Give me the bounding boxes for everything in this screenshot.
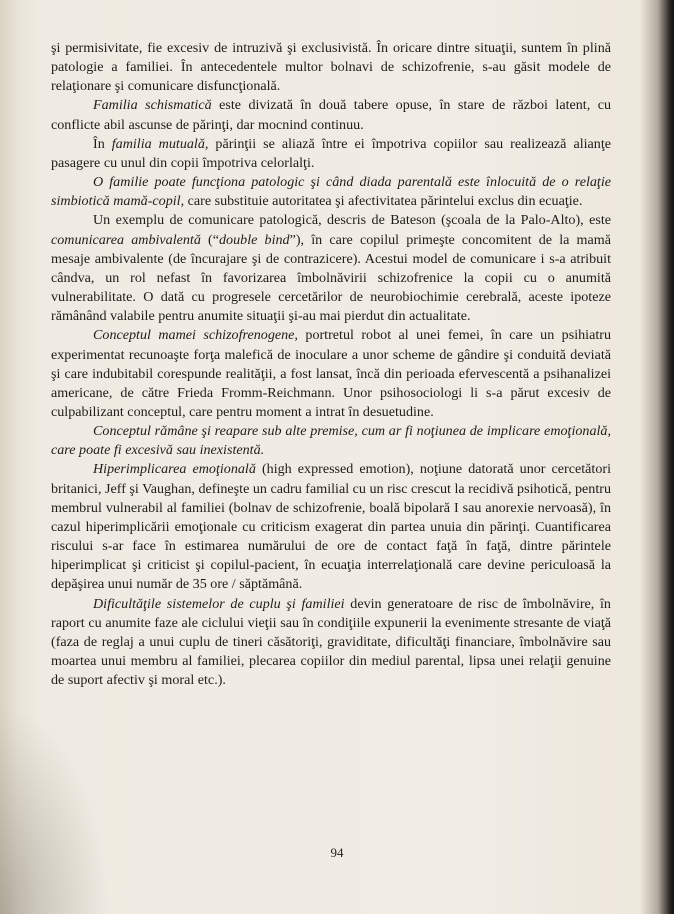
italic-statement: O familie poate funcţiona patologic şi când diada parentală este înlocuită de o relaţie simbiotică mamă-copil, bbox=[51, 174, 611, 210]
body-text bbox=[51, 39, 611, 690]
term-hiperimplicarea-emotionala: Hiperimplicarea emoţională bbox=[93, 461, 256, 478]
page-number: 94 bbox=[330, 845, 344, 860]
paragraph-8: Hiperimplicarea emoţională (high expressed emotion), noţiune datorată unor cercetători britanici, Jeff şi Vaughan, defineşte un cadru familial cu un risc crescut la recidivă psihotică, pentru membrul vulnerabil al familiei (bolnav de schizofrenie, boală bipolară I sau anorexie nervoasă), în cazul hiperimplicării emoţionale cu criticism exagerat din partea unuia din părinţi. Cuantificarea riscului s-ar face în estimarea numărului de ore de contact faţă în faţă, dintre părintele hiperimplicat şi criticist şi copilul-pacient, în ecuaţia interrelaţională care devine periculoasă la depăşirea unui număr de 35 ore / săptămână. bbox=[51, 461, 612, 593]
term-mamei-schizofrenogene: Conceptul mamei schizofrenogene, bbox=[93, 327, 298, 344]
paragraph-7 bbox=[51, 422, 611, 460]
paragraph-3: În familia mutuală, părinţii se aliază între ei împotriva copiilor sau realizează alianţe pasagere cu unul din copii împotriva celorlalţi. bbox=[51, 135, 611, 171]
paragraph-4: O familie poate funcţiona patologic şi când diada parentală este înlocuită de o relaţie simbiotică mamă-copil, care substituie autoritatea şi afectivitatea părintelui exclus din ecuaţie. bbox=[51, 174, 611, 210]
term-familia-schismatica: Familia schismatică bbox=[93, 97, 212, 114]
paragraph-9: Dificultăţile sistemelor de cuplu şi familiei devin generatoare de risc de îmbolnăvire, în raport cu anumite faze ale ciclului vieţii sau în condiţiile expunerii la evenimente stresante de viaţă (faza de reglaj a unui cuplu de tineri căsătoriţi, graviditate, dificultăţi financiare, îmbolnăvire sau moartea unui membru al familiei, plecarea copiilor din mediul parental, lipsa unei relaţii genuine de suport afectiv şi moral etc.). bbox=[51, 595, 611, 689]
term-double-bind: double bind bbox=[219, 231, 290, 248]
italic-statement: Conceptul rămâne şi reapare sub alte premise, cum ar fi noţiunea de implicare emoţională, care poate fi excesivă sau inexistentă. bbox=[51, 423, 611, 459]
term-familia-mutuala: familia mutuală, bbox=[111, 135, 209, 152]
paragraph-2: Familia schismatică este divizată în două tabere opuse, în stare de război latent, cu conflicte abil ascunse de părinţi, dar mocnind continuu. bbox=[51, 97, 612, 133]
term-dificultatile-sistemelor: Dificultăţile sistemelor de cuplu şi familiei bbox=[93, 595, 345, 612]
paragraph-5: Un exemplu de comunicare patologică, descris de Bateson (şcoala de la Palo-Alto), este comunicarea ambivalentă (“double bind”), în care copilul primeşte concomitent de la mamă mesaje ambivalente (de încurajare şi de contrazicere). Acestui model de comunicare i s-a atribuit cândva, un rol nefast în favorizarea îmbolnăvirii schizofrenice la copii cu o anumită vulnerabilitate. O dată cu progresele cercetărilor de neurobiochimie cerebrală, aceste ipoteze rămânând valabile pentru anumite situaţii şi-au mai pierdut din actualitate. bbox=[51, 212, 611, 325]
paragraph-6: Conceptul mamei schizofrenogene, portretul robot al unei femei, în care un psihiatru experimentat recunoaşte forţa malefică de inoculare a unor scheme de gândire şi conduită deviată şi care indubitabil corespunde realităţii, a fost lansat, încă din perioada efervescentă a psihanalizei americane, de către Frieda Fromm-Reichmann. Unor psihosociologi li s-a părut excesiv de culpabilizant conceptul, care pentru moment a intrat în desuetudine. bbox=[51, 327, 612, 420]
page-curl-shadow bbox=[0, 704, 110, 914]
term-comunicarea-ambivalenta: comunicarea ambivalentă bbox=[51, 231, 201, 248]
binding-shadow bbox=[640, 0, 674, 914]
paragraph-1: şi permisivitate, fie excesiv de intruzivă şi exclusivistă. În oricare dintre situaţii, suntem în plină patologie a familiei. În antecedentele multor bolnavi de schizofrenie, s-au găsit modele de relaţionare şi comunicare disfuncţională. bbox=[51, 40, 611, 95]
